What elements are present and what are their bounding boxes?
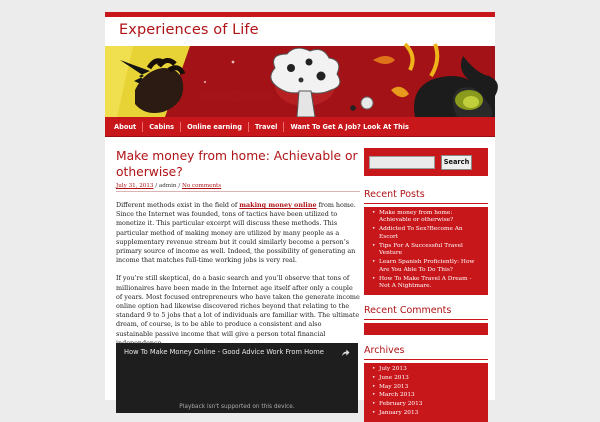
page-container bbox=[105, 12, 495, 416]
recent-comments-heading: Recent Comments bbox=[364, 305, 488, 320]
post-comments-link[interactable]: No comments bbox=[181, 183, 222, 189]
recent-post-item[interactable]: • Make money from home: Achievable or otherwise? bbox=[372, 210, 482, 224]
top-accent-bar bbox=[105, 12, 495, 17]
search-input[interactable] bbox=[369, 156, 435, 169]
archive-item[interactable]: • May 2013 bbox=[372, 384, 482, 391]
nav-cabins[interactable]: Cabins bbox=[143, 122, 181, 132]
post-date-link[interactable]: July 31, 2013 bbox=[116, 183, 154, 189]
search-button[interactable]: Search bbox=[441, 155, 472, 170]
site-title[interactable]: Experiences of Life bbox=[119, 22, 259, 38]
post-paragraph-1: Different methods exist in the field of making money online from home. Since the Internet was founded, tons of tactics have been utilized to monetize it. This particular excerpt will discuss these methods. This particular method of making money are utilized by many people as a supplementary revenue stream but it could similarly become a person’s primary source of income as well. Indeed, the possibility of generating an income that matches full-time working jobs is very real. bbox=[116, 201, 356, 265]
share-arrow-icon[interactable] bbox=[341, 349, 350, 357]
nav-want-to-get-a-job[interactable]: Want To Get A Job? Look At This bbox=[290, 122, 409, 131]
archive-item[interactable]: • January 2013 bbox=[372, 410, 482, 417]
archive-item[interactable]: • February 2013 bbox=[372, 401, 482, 408]
header-banner-image bbox=[105, 46, 495, 117]
archives-widget bbox=[364, 345, 488, 421]
archive-item[interactable]: • June 2013 bbox=[372, 375, 482, 382]
recent-post-item[interactable]: • Learn Spanish Proficiently: How Are You Able To Do This? bbox=[372, 259, 482, 273]
post-author: / admin / bbox=[153, 183, 182, 189]
post-title[interactable]: Make money from home: Achievable or otherwise? bbox=[116, 149, 358, 179]
nav-travel[interactable]: Travel bbox=[249, 122, 285, 132]
embedded-video-player[interactable] bbox=[116, 343, 358, 413]
post-paragraph-2: If you’re still skeptical, do a basic search and you’ll observe that tons of millionaires have been made in the Internet age itself after only a couple of years. Most focused entrepreneurs who have taken the generate income online option had likewise discovered riches beyond that relating to the standard 9 to 5 jobs that a lot of individuals are familiar with. The ultimate dream, of course, is to be able to produce a consistent and also sustainable passive income that will give a person total financial bbox=[116, 274, 360, 338]
video-title[interactable]: How To Make Money Online - Good Advice Work From Home bbox=[124, 348, 324, 356]
archives-heading: Archives bbox=[364, 345, 488, 360]
making-money-online-link[interactable]: making money online bbox=[239, 201, 317, 209]
search-widget bbox=[364, 148, 488, 176]
post-meta bbox=[116, 183, 360, 189]
recent-posts-heading: Recent Posts bbox=[364, 189, 488, 204]
archive-item[interactable]: • July 2013 bbox=[372, 366, 482, 373]
sidebar bbox=[364, 148, 488, 422]
archives-list bbox=[364, 363, 488, 421]
recent-post-item[interactable]: • Tips For A Successful Travel Venture bbox=[372, 243, 482, 257]
recent-posts-widget bbox=[364, 189, 488, 295]
archive-item[interactable]: • March 2013 bbox=[372, 392, 482, 399]
nav-about[interactable]: About bbox=[108, 122, 143, 132]
main-navigation bbox=[105, 117, 495, 137]
recent-posts-list bbox=[364, 207, 488, 295]
recent-post-item[interactable]: • Addicted To Sex?Become An Escort bbox=[372, 226, 482, 240]
meta-divider bbox=[116, 191, 360, 192]
nav-online-earning[interactable]: Online earning bbox=[181, 122, 249, 132]
recent-comments-widget bbox=[364, 305, 488, 335]
recent-post-item[interactable]: • How To Make Travel A Dream - Not A Nightmare. bbox=[372, 276, 482, 290]
recent-comments-list bbox=[364, 323, 488, 335]
video-playback-message: Playback isn't supported on this device. bbox=[179, 404, 295, 410]
main-content bbox=[116, 149, 360, 348]
